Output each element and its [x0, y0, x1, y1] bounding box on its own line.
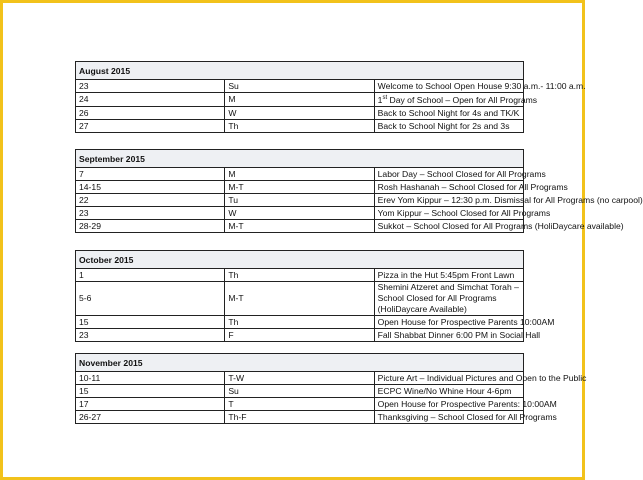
date-cell: 15: [76, 385, 225, 398]
date-cell: 23: [76, 80, 225, 93]
event-cell: Labor Day – School Closed for All Programs: [374, 168, 523, 181]
table-row: [76, 80, 524, 93]
table-row: [76, 282, 524, 316]
date-cell: 15: [76, 316, 225, 329]
table-row: [76, 168, 524, 181]
table-row: [76, 106, 524, 119]
day-cell: M-T: [225, 282, 374, 316]
date-cell: 23: [76, 329, 225, 342]
event-cell: Open House for Prospective Parents 10:00AM: [374, 316, 523, 329]
date-cell: 23: [76, 207, 225, 220]
event-cell: [374, 282, 523, 316]
event-cell: Erev Yom Kippur – 12:30 p.m. Dismissal for All Programs (no carpool): [374, 194, 523, 207]
month-title: October 2015: [76, 251, 524, 269]
day-cell: Th-F: [225, 411, 374, 424]
table-row: [76, 181, 524, 194]
day-cell: T: [225, 398, 374, 411]
event-cell: Fall Shabbat Dinner 6:00 PM in Social Hall: [374, 329, 523, 342]
table-row: [76, 329, 524, 342]
month-title: November 2015: [76, 354, 524, 372]
day-cell: M-T: [225, 181, 374, 194]
month-header-row: [76, 62, 524, 80]
date-cell: 22: [76, 194, 225, 207]
date-cell: 17: [76, 398, 225, 411]
day-cell: T-W: [225, 372, 374, 385]
date-cell: 1: [76, 269, 225, 282]
event-cell: Open House for Prospective Parents: 10:00AM: [374, 398, 523, 411]
day-cell: M: [225, 168, 374, 181]
month-header-row: [76, 150, 524, 168]
event-cell: Sukkot – School Closed for All Programs (HoliDaycare available): [374, 220, 523, 233]
day-cell: Th: [225, 269, 374, 282]
table-row: [76, 93, 524, 107]
event-cell: [374, 93, 538, 107]
ordinal-suffix: st: [382, 95, 388, 102]
day-cell: Th: [225, 120, 374, 133]
table-row: [76, 316, 524, 329]
month-title: August 2015: [76, 62, 524, 80]
date-cell: 5-6: [76, 282, 225, 316]
day-cell: F: [225, 329, 374, 342]
table-row: [76, 120, 524, 133]
day-cell: Tu: [225, 194, 374, 207]
day-cell: W: [225, 207, 374, 220]
event-text: Day of School – Open for All Programs: [387, 94, 538, 105]
month-title: September 2015: [76, 150, 524, 168]
day-cell: M-T: [225, 220, 374, 233]
table-row: [76, 220, 524, 233]
event-cell: Yom Kippur – School Closed for All Programs: [374, 207, 523, 220]
table-row: [76, 385, 524, 398]
month-header-row: [76, 251, 524, 269]
date-cell: 10-11: [76, 372, 225, 385]
date-cell: 27: [76, 120, 225, 133]
date-cell: 14-15: [76, 181, 225, 194]
event-text-line: (HoliDaycare Available): [377, 304, 467, 315]
date-cell: 26: [76, 106, 225, 119]
table-row: [76, 269, 524, 282]
table-row: [76, 207, 524, 220]
day-cell: Th: [225, 316, 374, 329]
day-cell: W: [225, 106, 374, 119]
table-row: [76, 411, 524, 424]
event-cell: Rosh Hashanah – School Closed for All Programs: [374, 181, 523, 194]
month-table-november: [75, 353, 587, 424]
event-text: 1: [377, 94, 383, 105]
event-cell: Welcome to School Open House 9:30 a.m.- 11:00 a.m.: [374, 80, 523, 93]
event-cell: Back to School Night for 4s and TK/K: [374, 106, 523, 119]
date-cell: 24: [76, 93, 225, 107]
date-cell: 7: [76, 168, 225, 181]
date-cell: 28-29: [76, 220, 225, 233]
event-cell: Back to School Night for 2s and 3s: [374, 120, 523, 133]
event-cell: ECPC Wine/No Whine Hour 4-6pm: [374, 385, 523, 398]
event-text-line: Shemini Atzeret and Simchat Torah – School Closed for All Programs: [377, 282, 519, 304]
month-table-august: [75, 61, 586, 133]
date-cell: 26-27: [76, 411, 225, 424]
table-row: [76, 194, 524, 207]
event-cell: Picture Art – Individual Pictures and Open to the Public: [374, 372, 523, 385]
day-cell: Su: [225, 385, 374, 398]
day-cell: M: [225, 93, 374, 107]
event-cell: Thanksgiving – School Closed for All Programs: [374, 411, 523, 424]
day-cell: Su: [225, 80, 374, 93]
table-row: [76, 372, 524, 385]
table-row: [76, 398, 524, 411]
month-header-row: [76, 354, 524, 372]
month-table-october: [75, 250, 555, 342]
month-table-september: [75, 149, 643, 233]
event-cell: Pizza in the Hut 5:45pm Front Lawn: [374, 269, 523, 282]
